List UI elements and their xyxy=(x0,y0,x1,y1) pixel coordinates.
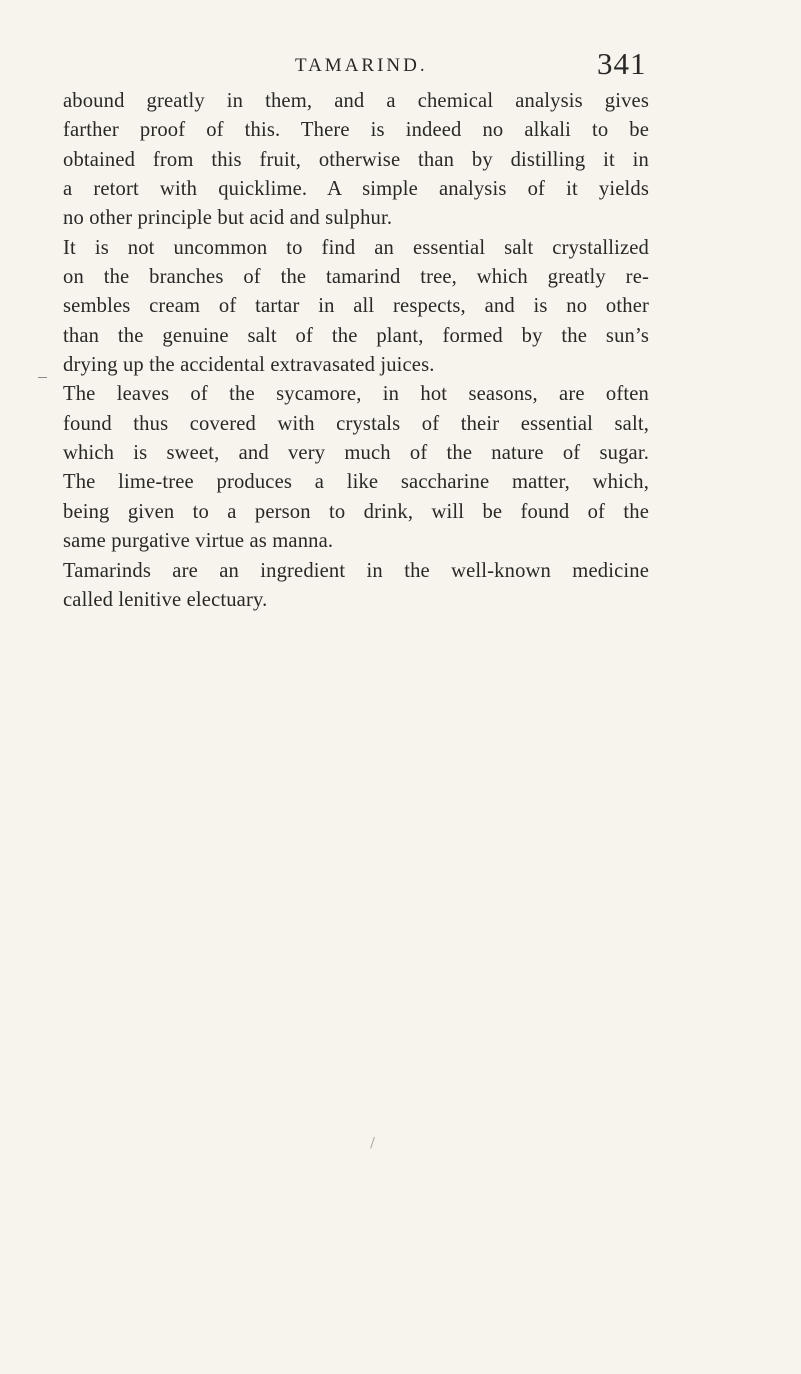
text-line: being given to a person to drink, will be found of the xyxy=(63,500,649,523)
stray-mark xyxy=(370,1137,377,1149)
text-line: which is sweet, and very much of the nature of sugar. xyxy=(63,442,649,465)
text-line: It is not uncommon to find an essential salt crystallized xyxy=(63,236,649,259)
text-line: than the genuine salt of the plant, formed by the sun’s xyxy=(63,324,649,347)
text-line: The lime-tree produces a like saccharine matter, which, xyxy=(63,471,649,494)
text-line: found thus covered with crystals of their essential salt, xyxy=(63,412,649,435)
text-line: sembles cream of tartar in all respects, and is no other xyxy=(63,295,649,318)
text-line: called lenitive electuary. xyxy=(63,588,268,611)
text-line: no other principle but acid and sulphur. xyxy=(63,207,393,230)
text-line: farther proof of this. There is indeed no alkali to be xyxy=(63,119,649,142)
text-line: The leaves of the sycamore, in hot seasons, are often xyxy=(63,383,649,406)
text-line: obtained from this fruit, otherwise than by distilling it in xyxy=(63,148,649,171)
body-text xyxy=(63,87,649,615)
margin-mark xyxy=(38,377,47,378)
running-title: TAMARIND. xyxy=(295,55,428,76)
text-line: on the branches of the tamarind tree, which greatly re- xyxy=(63,266,649,289)
text-line: abound greatly in them, and a chemical analysis gives xyxy=(63,90,649,112)
page-number: 341 xyxy=(597,46,647,81)
running-head xyxy=(0,48,801,88)
text-line: Tamarinds are an ingredient in the well-known medicine xyxy=(63,559,649,582)
text-line: drying up the accidental extravasated juices. xyxy=(63,354,435,377)
text-line: a retort with quicklime. A simple analysis of it yields xyxy=(63,178,649,201)
text-line: same purgative virtue as manna. xyxy=(63,530,334,553)
